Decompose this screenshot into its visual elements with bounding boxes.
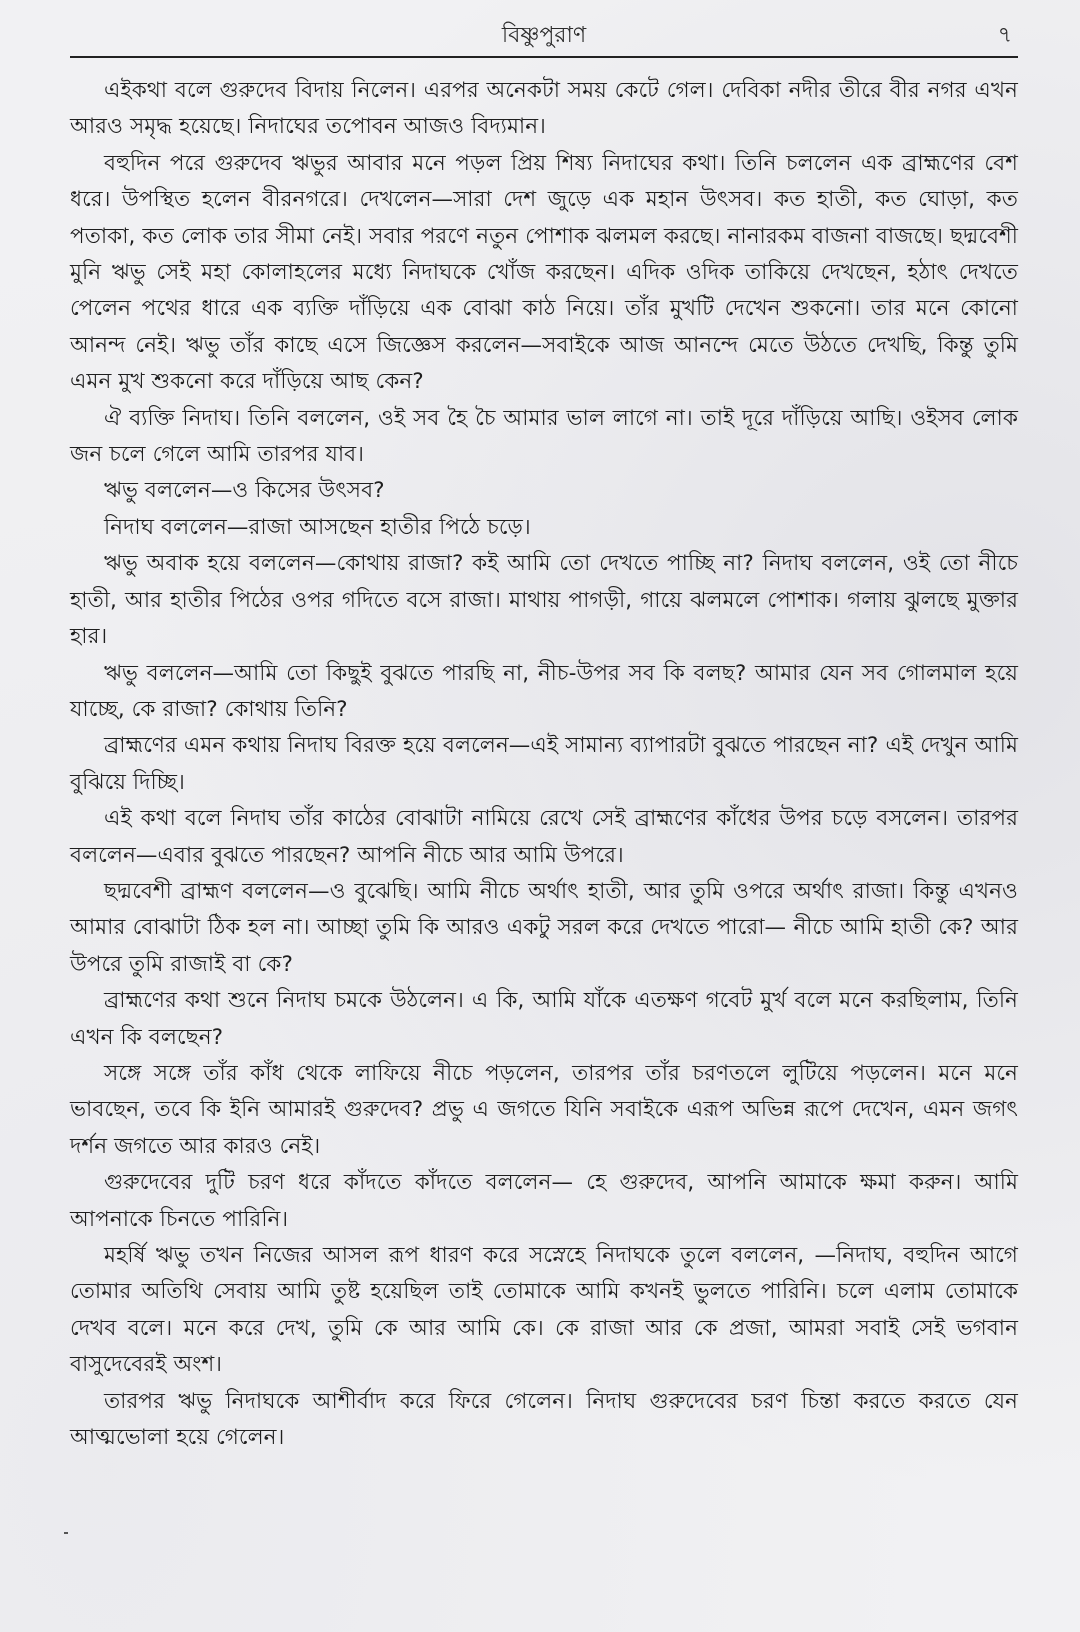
- body-text: [70, 73, 1018, 1456]
- paragraph: তারপর ঋভু নিদাঘকে আশীর্বাদ করে ফিরে গেলেন। নিদাঘ গুরুদেবের চরণ চিন্তা করতে করতে যেন আত্মভোলা হয়ে গেলেন।: [70, 1388, 1018, 1451]
- header-title: বিষ্ণুপুরাণ: [501, 23, 587, 48]
- paragraph: এই কথা বলে নিদাঘ তাঁর কাঠের বোঝাটা নামিয়ে রেখে সেই ব্রাহ্মণের কাঁধের উপর চড়ে বসলেন। তারপর বললেন—এবার বুঝতে পারছেন? আপনি নীচে আর আমি উপরে।: [70, 806, 1018, 868]
- paragraph: ব্রাহ্মণের এমন কথায় নিদাঘ বিরক্ত হয়ে বললেন—এই সামান্য ব্যাপারটা বুঝতে পারছেন না? এই দেখুন আমি বুঝিয়ে দিচ্ছি।: [70, 733, 1018, 795]
- paragraph: ঋভু অবাক হয়ে বললেন—কোথায় রাজা? কই আমি তো দেখতে পাচ্ছি না? নিদাঘ বললেন, ওই তো নীচে হাতী, আর হাতীর পিঠের ওপর গদিতে বসে রাজা। মাথায় পাগড়ী, গায়ে ঝলমলে পোশাক। গলায় ঝুলছে মুক্তার হার।: [70, 551, 1018, 650]
- book-page: [70, 0, 1018, 1451]
- paragraph: বহুদিন পরে গুরুদেব ঋভুর আবার মনে পড়ল প্রিয় শিষ্য নিদাঘের কথা। তিনি চললেন এক ব্রাহ্মণের বেশ ধরে। উপস্থিত হলেন বীরনগরে। দেখলেন—সারা দেশ জুড়ে এক মহান উৎসব। কত হাতী, কত ঘোড়া, কত পতাকা, কত লোক তার সীমা নেই। সবার পরণে নতুন পোশাক ঝলমল করছে। নানারকম বাজনা বাজছে। ছদ্মবেশী মুনি ঋভু সেই মহা কোলাহলের মধ্যে নিদাঘকে খোঁজ করছেন। এদিক ওদিক তাকিয়ে দেখছেন, হঠাৎ দেখতে পেলেন পথের ধারে এক ব্যক্তি দাঁড়িয়ে এক বোঝা কাঠ নিয়ে। তাঁর মুখটি দেখেন শুকনো। তার মনে কোনো আনন্দ নেই। ঋভু তাঁর কাছে এসে জিজ্ঞেস করলেন—সবাইকে আজ আনন্দে মেতে উঠতে দেখছি, কিন্তু তুমি এমন মুখ শুকনো করে দাঁড়িয়ে আছ কেন?: [70, 150, 1018, 395]
- page-number: ৭: [997, 23, 1012, 48]
- running-header: [70, 0, 1018, 58]
- paragraph: নিদাঘ বললেন—রাজা আসছেন হাতীর পিঠে চড়ে।: [104, 514, 531, 540]
- paragraph: মহর্ষি ঋভু তখন নিজের আসল রূপ ধারণ করে সস্নেহে নিদাঘকে তুলে বললেন, —নিদাঘ, বহুদিন আগে তোমার অতিথি সেবায় আমি তুষ্ট হয়েছিল তাই তোমাকে আমি কখনই ভুলতে পারিনি। চলে এলাম তোমাকে দেখব বলে। মনে করে দেখ, তুমি কে আর আমি কে। কে রাজা আর কে প্রজা, আমরা সবাই সেই ভগবান বাসুদেবেরই অংশ।: [70, 1243, 1018, 1378]
- paragraph: ঋভু বললেন—আমি তো কিছুই বুঝতে পারছি না, নীচ-উপর সব কি বলছ? আমার যেন সব গোলমাল হয়ে যাচ্ছে, কে রাজা? কোথায় তিনি?: [70, 660, 1018, 722]
- scan-speck: [64, 1532, 68, 1534]
- paragraph: সঙ্গে সঙ্গে তাঁর কাঁধ থেকে লাফিয়ে নীচে পড়লেন, তারপর তাঁর চরণতলে লুটিয়ে পড়লেন। মনে মনে ভাবছেন, তবে কি ইনি আমারই গুরুদেব? প্রভু এ জগতে যিনি সবাইকে এরূপ অভিন্ন রূপে দেখেন, এমন জগৎ দর্শন জগতে আর কারও নেই।: [70, 1060, 1018, 1159]
- paragraph: ঋভু বললেন—ও কিসের উৎসব?: [104, 478, 385, 504]
- paragraph: ঐ ব্যক্তি নিদাঘ। তিনি বললেন, ওই সব হৈ চৈ আমার ভাল লাগে না। তাই দূরে দাঁড়িয়ে আছি। ওইসব লোক জন চলে গেলে আমি তারপর যাব।: [70, 405, 1018, 468]
- paragraph: ব্রাহ্মণের কথা শুনে নিদাঘ চমকে উঠলেন। এ কি, আমি যাঁকে এতক্ষণ গবেট মুর্খ বলে মনে করছিলাম, তিনি এখন কি বলছেন?: [70, 988, 1018, 1050]
- paragraph: ছদ্মবেশী ব্রাহ্মণ বললেন—ও বুঝেছি। আমি নীচে অর্থাৎ হাতী, আর তুমি ওপরে অর্থাৎ রাজা। কিন্তু এখনও আমার বোঝাটা ঠিক হল না। আচ্ছা তুমি কি আরও একটু সরল করে দেখতে পারো— নীচে আমি হাতী কে? আর উপরে তুমি রাজাই বা কে?: [70, 878, 1018, 977]
- paragraph: গুরুদেবের দুটি চরণ ধরে কাঁদতে কাঁদতে বললেন— হে গুরুদেব, আপনি আমাকে ক্ষমা করুন। আমি আপনাকে চিনতে পারিনি।: [70, 1170, 1018, 1232]
- header-rule: [70, 56, 1018, 58]
- paragraph: এইকথা বলে গুরুদেব বিদায় নিলেন। এরপর অনেকটা সময় কেটে গেল। দেবিকা নদীর তীরে বীর নগর এখন আরও সমৃদ্ধ হয়েছে। নিদাঘের তপোবন আজও বিদ্যমান।: [70, 78, 1018, 140]
